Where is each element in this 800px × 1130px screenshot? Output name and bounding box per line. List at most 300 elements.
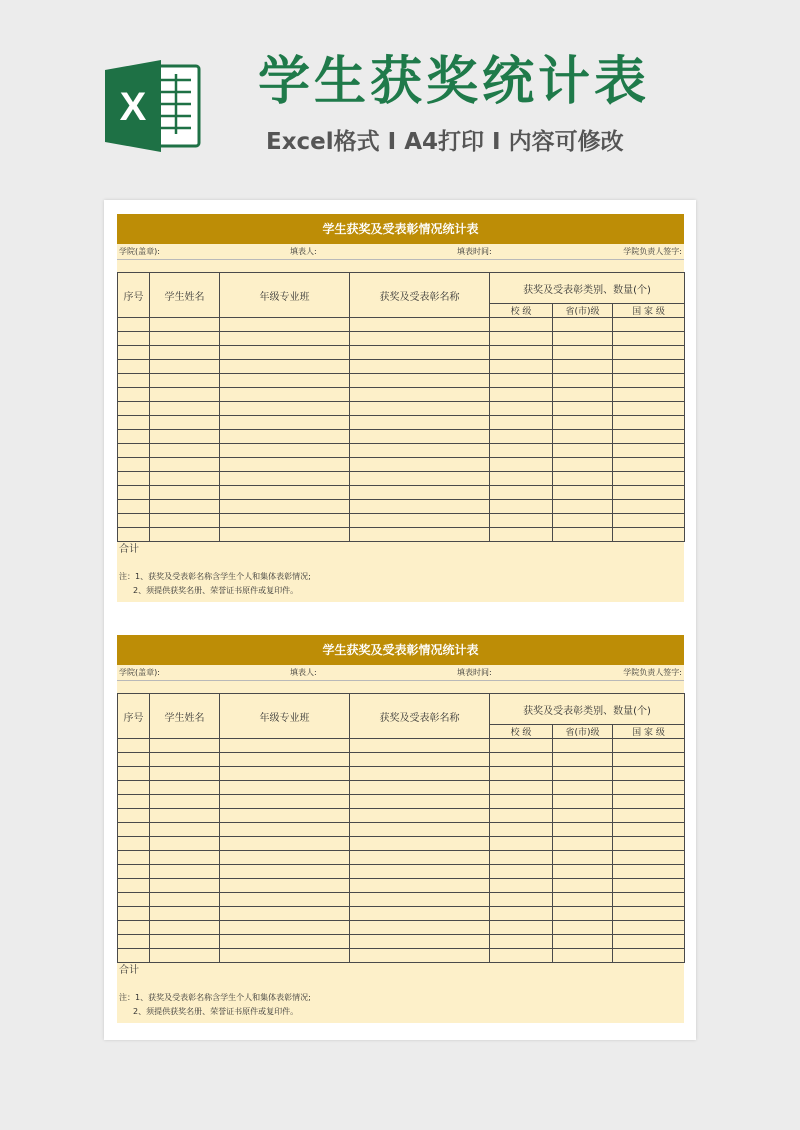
table-cell[interactable] — [613, 332, 685, 346]
table-cell[interactable] — [220, 374, 350, 388]
table-cell[interactable] — [118, 514, 150, 528]
table-row — [118, 346, 685, 360]
table-row — [118, 332, 685, 346]
table-cell[interactable] — [350, 472, 490, 486]
table-cell[interactable] — [613, 837, 685, 851]
table-cell[interactable] — [553, 753, 613, 767]
table-cell[interactable] — [613, 823, 685, 837]
table-cell[interactable] — [350, 318, 490, 332]
table-cell[interactable] — [490, 374, 553, 388]
table-cell[interactable] — [220, 444, 350, 458]
table-row — [118, 318, 685, 332]
note-1: 注：1、获奖及受表彰名称含学生个人和集体表彰情况; — [119, 993, 311, 1002]
table-cell[interactable] — [613, 388, 685, 402]
table-cell[interactable] — [350, 879, 490, 893]
table-cell[interactable] — [553, 486, 613, 500]
table-cell[interactable] — [220, 935, 350, 949]
col-header-name: 学生姓名 — [150, 694, 220, 739]
table-row — [118, 865, 685, 879]
table-cell[interactable] — [118, 739, 150, 753]
table-row — [118, 739, 685, 753]
table-cell[interactable] — [350, 753, 490, 767]
table-cell[interactable] — [150, 444, 220, 458]
col-header-name: 学生姓名 — [150, 273, 220, 318]
table-cell[interactable] — [553, 949, 613, 963]
table-cell[interactable] — [490, 851, 553, 865]
col-header-no: 序号 — [118, 273, 150, 318]
table-row — [118, 360, 685, 374]
award-sheet — [117, 214, 684, 602]
table-cell[interactable] — [490, 360, 553, 374]
table-row — [118, 416, 685, 430]
note-1: 注：1、获奖及受表彰名称含学生个人和集体表彰情况; — [119, 572, 311, 581]
table-cell[interactable] — [150, 374, 220, 388]
table-cell[interactable] — [553, 795, 613, 809]
notes — [117, 570, 684, 598]
table-cell[interactable] — [350, 935, 490, 949]
table-cell[interactable] — [118, 935, 150, 949]
table-cell[interactable] — [490, 346, 553, 360]
table-cell[interactable] — [350, 444, 490, 458]
table-cell[interactable] — [553, 781, 613, 795]
table-cell[interactable] — [118, 823, 150, 837]
table-cell[interactable] — [150, 795, 220, 809]
table-cell[interactable] — [553, 318, 613, 332]
table-cell[interactable] — [350, 458, 490, 472]
table-cell[interactable] — [118, 472, 150, 486]
table-cell[interactable] — [490, 388, 553, 402]
table-cell[interactable] — [350, 865, 490, 879]
table-cell[interactable] — [350, 528, 490, 542]
note-2: 2、须提供获奖名册、荣誉证书原件或复印件。 — [133, 586, 299, 595]
table-row — [118, 486, 685, 500]
table-cell[interactable] — [613, 458, 685, 472]
table-cell[interactable] — [118, 430, 150, 444]
table-cell[interactable] — [490, 739, 553, 753]
table-cell[interactable] — [150, 430, 220, 444]
table-cell[interactable] — [220, 360, 350, 374]
table-row — [118, 823, 685, 837]
table-row — [118, 893, 685, 907]
table-cell[interactable] — [490, 753, 553, 767]
table-row — [118, 402, 685, 416]
table-cell[interactable] — [150, 458, 220, 472]
table-cell[interactable] — [150, 318, 220, 332]
table-row — [118, 444, 685, 458]
table-cell[interactable] — [553, 458, 613, 472]
table-cell[interactable] — [490, 500, 553, 514]
table-row — [118, 514, 685, 528]
table-cell[interactable] — [150, 809, 220, 823]
table-cell[interactable] — [613, 514, 685, 528]
table-cell[interactable] — [150, 935, 220, 949]
table-cell[interactable] — [553, 921, 613, 935]
excel-icon — [103, 58, 203, 154]
table-row — [118, 374, 685, 388]
table-cell[interactable] — [220, 472, 350, 486]
col-header-award: 获奖及受表彰名称 — [350, 273, 490, 318]
table-cell[interactable] — [553, 444, 613, 458]
table-cell[interactable] — [490, 809, 553, 823]
table-cell[interactable] — [150, 879, 220, 893]
table-cell[interactable] — [220, 809, 350, 823]
table-cell[interactable] — [553, 360, 613, 374]
table-cell[interactable] — [150, 416, 220, 430]
col-header-national: 国 家 级 — [613, 304, 685, 318]
table-cell[interactable] — [553, 416, 613, 430]
table-cell[interactable] — [613, 444, 685, 458]
table-cell[interactable] — [553, 528, 613, 542]
table-cell[interactable] — [553, 402, 613, 416]
table-cell[interactable] — [613, 795, 685, 809]
table-cell[interactable] — [613, 374, 685, 388]
table-cell[interactable] — [613, 528, 685, 542]
table-cell[interactable] — [613, 346, 685, 360]
table-cell[interactable] — [150, 486, 220, 500]
table-cell[interactable] — [150, 823, 220, 837]
col-header-school: 校 级 — [490, 304, 553, 318]
table-cell[interactable] — [350, 486, 490, 500]
table-cell[interactable] — [553, 879, 613, 893]
table-cell[interactable] — [613, 416, 685, 430]
table-cell[interactable] — [150, 332, 220, 346]
table-cell[interactable] — [118, 809, 150, 823]
table-cell[interactable] — [490, 879, 553, 893]
table-cell[interactable] — [118, 781, 150, 795]
table-cell[interactable] — [118, 332, 150, 346]
table-cell[interactable] — [490, 332, 553, 346]
table-cell[interactable] — [150, 528, 220, 542]
table-cell[interactable] — [553, 767, 613, 781]
table-cell[interactable] — [613, 402, 685, 416]
table-row — [118, 851, 685, 865]
table-cell[interactable] — [118, 500, 150, 514]
fill-time-label: 填表时间: — [457, 247, 492, 256]
table-cell[interactable] — [220, 486, 350, 500]
table-cell[interactable] — [613, 739, 685, 753]
award-sheet — [117, 635, 684, 1023]
table-cell[interactable] — [490, 907, 553, 921]
table-cell[interactable] — [150, 767, 220, 781]
table-cell[interactable] — [613, 500, 685, 514]
leader-signature-label: 学院负责人签字: — [623, 668, 682, 677]
table-cell[interactable] — [553, 500, 613, 514]
col-header-class: 年级专业班 — [220, 694, 350, 739]
college-label: 学院(盖章): — [119, 668, 160, 677]
table-cell[interactable] — [350, 360, 490, 374]
info-row — [117, 244, 684, 260]
table-cell[interactable] — [490, 837, 553, 851]
table-cell[interactable] — [553, 935, 613, 949]
col-header-national: 国 家 级 — [613, 725, 685, 739]
table-cell[interactable] — [220, 865, 350, 879]
table-cell[interactable] — [150, 514, 220, 528]
notes — [117, 991, 684, 1019]
table-cell[interactable] — [150, 851, 220, 865]
table-cell[interactable] — [350, 332, 490, 346]
table-cell[interactable] — [490, 893, 553, 907]
table-cell[interactable] — [220, 949, 350, 963]
table-cell[interactable] — [220, 388, 350, 402]
table-cell[interactable] — [613, 430, 685, 444]
table-cell[interactable] — [613, 753, 685, 767]
table-cell[interactable] — [613, 935, 685, 949]
filler-label: 填表人: — [290, 668, 317, 677]
total-label: 合计 — [119, 965, 139, 976]
table-cell[interactable] — [118, 865, 150, 879]
table-cell[interactable] — [613, 907, 685, 921]
table-cell[interactable] — [613, 318, 685, 332]
table-cell[interactable] — [490, 430, 553, 444]
table-cell[interactable] — [220, 332, 350, 346]
total-label: 合计 — [119, 544, 139, 555]
table-cell[interactable] — [490, 795, 553, 809]
table-cell[interactable] — [553, 388, 613, 402]
svg-text:X: X — [119, 85, 147, 129]
table-cell[interactable] — [118, 402, 150, 416]
table-cell[interactable] — [150, 907, 220, 921]
table-cell[interactable] — [118, 893, 150, 907]
table-cell[interactable] — [613, 781, 685, 795]
table-cell[interactable] — [553, 472, 613, 486]
table-cell[interactable] — [350, 346, 490, 360]
table-cell[interactable] — [553, 851, 613, 865]
table-cell[interactable] — [118, 360, 150, 374]
table-cell[interactable] — [220, 528, 350, 542]
table-cell[interactable] — [350, 500, 490, 514]
table-cell[interactable] — [553, 865, 613, 879]
table-row — [118, 907, 685, 921]
table-cell[interactable] — [350, 739, 490, 753]
table-cell[interactable] — [490, 444, 553, 458]
table-cell[interactable] — [490, 935, 553, 949]
college-label: 学院(盖章): — [119, 247, 160, 256]
table-cell[interactable] — [220, 851, 350, 865]
table-row — [118, 500, 685, 514]
table-cell[interactable] — [118, 444, 150, 458]
table-cell[interactable] — [150, 500, 220, 514]
table-cell[interactable] — [350, 907, 490, 921]
table-cell[interactable] — [490, 921, 553, 935]
table-cell[interactable] — [150, 781, 220, 795]
table-cell[interactable] — [220, 416, 350, 430]
note-2: 2、须提供获奖名册、荣誉证书原件或复印件。 — [133, 1007, 299, 1016]
table-row — [118, 949, 685, 963]
table-row — [118, 430, 685, 444]
table-cell[interactable] — [118, 921, 150, 935]
table-cell[interactable] — [350, 809, 490, 823]
table-cell[interactable] — [613, 879, 685, 893]
table-cell[interactable] — [118, 416, 150, 430]
table-cell[interactable] — [150, 739, 220, 753]
table-row — [118, 528, 685, 542]
table-cell[interactable] — [118, 795, 150, 809]
table-cell[interactable] — [613, 809, 685, 823]
table-row — [118, 809, 685, 823]
table-cell[interactable] — [553, 332, 613, 346]
table-cell[interactable] — [150, 949, 220, 963]
table-cell[interactable] — [350, 921, 490, 935]
table-cell[interactable] — [350, 851, 490, 865]
col-header-category: 获奖及受表彰类别、数量(个) — [490, 694, 685, 725]
table-cell[interactable] — [553, 893, 613, 907]
table-cell[interactable] — [490, 781, 553, 795]
col-header-category: 获奖及受表彰类别、数量(个) — [490, 273, 685, 304]
col-header-no: 序号 — [118, 694, 150, 739]
table-cell[interactable] — [490, 458, 553, 472]
table-cell[interactable] — [220, 781, 350, 795]
table-cell[interactable] — [220, 514, 350, 528]
table-cell[interactable] — [613, 921, 685, 935]
table-cell[interactable] — [350, 402, 490, 416]
table-cell[interactable] — [220, 795, 350, 809]
table-cell[interactable] — [490, 514, 553, 528]
table-cell[interactable] — [220, 823, 350, 837]
table-cell[interactable] — [118, 851, 150, 865]
table-cell[interactable] — [220, 318, 350, 332]
table-cell[interactable] — [350, 893, 490, 907]
table-cell[interactable] — [220, 767, 350, 781]
table-row — [118, 837, 685, 851]
table-cell[interactable] — [490, 949, 553, 963]
table-cell[interactable] — [118, 346, 150, 360]
table-cell[interactable] — [613, 851, 685, 865]
table-cell[interactable] — [220, 346, 350, 360]
table-cell[interactable] — [150, 472, 220, 486]
table-cell[interactable] — [350, 514, 490, 528]
sheet-title: 学生获奖及受表彰情况统计表 — [117, 214, 684, 244]
table-row — [118, 781, 685, 795]
table-cell[interactable] — [350, 781, 490, 795]
table-cell[interactable] — [350, 795, 490, 809]
table-cell[interactable] — [553, 374, 613, 388]
page-title: 学生获奖统计表 — [258, 52, 651, 112]
table-cell[interactable] — [118, 318, 150, 332]
table-cell[interactable] — [220, 879, 350, 893]
table-cell[interactable] — [350, 767, 490, 781]
table-cell[interactable] — [350, 837, 490, 851]
table-row — [118, 879, 685, 893]
table-cell[interactable] — [150, 346, 220, 360]
table-cell[interactable] — [613, 865, 685, 879]
table-row — [118, 935, 685, 949]
table-cell[interactable] — [613, 472, 685, 486]
table-cell[interactable] — [490, 767, 553, 781]
table-cell[interactable] — [150, 753, 220, 767]
table-row — [118, 388, 685, 402]
table-cell[interactable] — [220, 837, 350, 851]
table-cell[interactable] — [220, 430, 350, 444]
table-cell[interactable] — [150, 893, 220, 907]
table-cell[interactable] — [553, 739, 613, 753]
table-cell[interactable] — [350, 823, 490, 837]
table-cell[interactable] — [613, 767, 685, 781]
info-row — [117, 665, 684, 681]
table-cell[interactable] — [220, 893, 350, 907]
table-cell[interactable] — [118, 949, 150, 963]
table-cell[interactable] — [553, 514, 613, 528]
table-cell[interactable] — [150, 402, 220, 416]
table-cell[interactable] — [118, 767, 150, 781]
table-row — [118, 921, 685, 935]
table-cell[interactable] — [150, 921, 220, 935]
table-cell[interactable] — [553, 837, 613, 851]
table-cell[interactable] — [350, 416, 490, 430]
award-table — [117, 272, 685, 542]
table-cell[interactable] — [220, 753, 350, 767]
table-cell[interactable] — [220, 739, 350, 753]
table-cell[interactable] — [553, 346, 613, 360]
table-cell[interactable] — [150, 360, 220, 374]
table-cell[interactable] — [118, 486, 150, 500]
table-cell[interactable] — [490, 402, 553, 416]
table-cell[interactable] — [613, 949, 685, 963]
table-cell[interactable] — [220, 500, 350, 514]
table-cell[interactable] — [490, 318, 553, 332]
filler-label: 填表人: — [290, 247, 317, 256]
table-cell[interactable] — [350, 949, 490, 963]
table-cell[interactable] — [613, 486, 685, 500]
table-cell[interactable] — [350, 430, 490, 444]
award-table — [117, 693, 685, 963]
page-subtitle: Excel格式 I A4打印 I 内容可修改 — [266, 129, 624, 155]
table-cell[interactable] — [118, 388, 150, 402]
col-header-province: 省(市)级 — [553, 725, 613, 739]
table-cell[interactable] — [553, 907, 613, 921]
table-cell[interactable] — [553, 823, 613, 837]
sheet-title: 学生获奖及受表彰情况统计表 — [117, 635, 684, 665]
table-cell[interactable] — [490, 865, 553, 879]
fill-time-label: 填表时间: — [457, 668, 492, 677]
table-cell[interactable] — [490, 528, 553, 542]
table-row — [118, 795, 685, 809]
table-cell[interactable] — [490, 486, 553, 500]
table-cell[interactable] — [118, 753, 150, 767]
table-row — [118, 472, 685, 486]
table-cell[interactable] — [490, 472, 553, 486]
table-cell[interactable] — [220, 921, 350, 935]
table-row — [118, 458, 685, 472]
table-cell[interactable] — [350, 388, 490, 402]
table-cell[interactable] — [118, 528, 150, 542]
table-cell[interactable] — [118, 907, 150, 921]
table-cell[interactable] — [613, 893, 685, 907]
table-cell[interactable] — [613, 360, 685, 374]
table-cell[interactable] — [220, 907, 350, 921]
table-cell[interactable] — [118, 458, 150, 472]
table-cell[interactable] — [118, 837, 150, 851]
table-cell[interactable] — [490, 416, 553, 430]
table-cell[interactable] — [490, 823, 553, 837]
col-header-province: 省(市)级 — [553, 304, 613, 318]
table-cell[interactable] — [118, 374, 150, 388]
table-cell[interactable] — [220, 402, 350, 416]
table-cell[interactable] — [150, 837, 220, 851]
table-cell[interactable] — [553, 430, 613, 444]
template-header — [0, 0, 800, 190]
table-cell[interactable] — [553, 809, 613, 823]
table-row — [118, 753, 685, 767]
col-header-award: 获奖及受表彰名称 — [350, 694, 490, 739]
table-cell[interactable] — [150, 865, 220, 879]
table-row — [118, 767, 685, 781]
table-cell[interactable] — [220, 458, 350, 472]
table-cell[interactable] — [118, 879, 150, 893]
table-cell[interactable] — [150, 388, 220, 402]
table-cell[interactable] — [350, 374, 490, 388]
leader-signature-label: 学院负责人签字: — [623, 247, 682, 256]
col-header-class: 年级专业班 — [220, 273, 350, 318]
